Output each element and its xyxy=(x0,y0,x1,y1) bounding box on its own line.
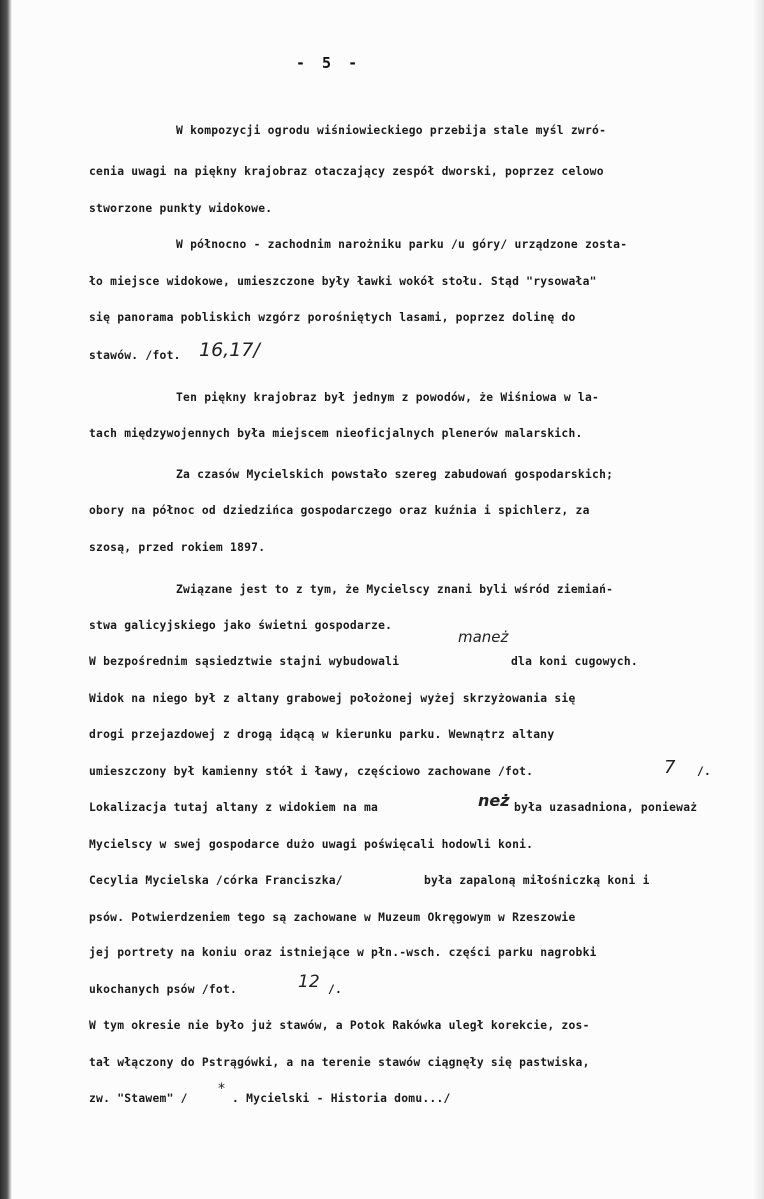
text-line: się panorama pobliskich wzgórz porośniętych lasami, poprzez dolinę do xyxy=(89,311,576,324)
text-line: jej portrety na koniu oraz istniejące w płn.-wsch. części parku nagrobki xyxy=(89,946,597,959)
text-line: drogi przejazdowej z drogą idącą w kierunku parku. Wewnątrz altany xyxy=(89,728,555,741)
text-line: była zapaloną miłośniczką koni i xyxy=(424,874,650,887)
handwritten-correction: neż xyxy=(478,791,510,810)
scan-right-edge xyxy=(752,0,764,1199)
text-line: tach międzywojennych była miejscem nieoficjalnych plenerów malarskich. xyxy=(89,427,583,440)
text-line: Ten piękny krajobraz był jednym z powodów, że Wiśniowa w la- xyxy=(176,391,600,404)
text-line: szosą, przed rokiem 1897. xyxy=(89,541,266,554)
text-line: obory na północ od dziedzińca gospodarczego oraz kuźnia i spichlerz, za xyxy=(89,504,590,517)
text-line: stworzone punkty widokowe. xyxy=(89,202,273,215)
text-line: W kompozycji ogrodu wiśniowieckiego przebija stale myśl zwró- xyxy=(176,124,607,137)
text-line: dla koni cugowych. xyxy=(511,655,638,668)
text-line: umieszczony był kamienny stół i ławy, częściowo zachowane /fot. xyxy=(89,765,534,778)
text-line: /. xyxy=(697,765,712,778)
text-line: stawów. /fot. xyxy=(89,349,181,362)
text-line: W północno - zachodnim narożniku parku /u góry/ urządzone zosta- xyxy=(176,238,628,251)
text-line: W tym okresie nie było już stawów, a Potok Rakówka uległ korekcie, zos- xyxy=(89,1019,590,1032)
text-line: ukochanych psów /fot. xyxy=(89,983,238,996)
text-line: psów. Potwierdzeniem tego są zachowane w Muzeum Okręgowym w Rzeszowie xyxy=(89,911,576,924)
text-line: Cecylia Mycielska /córka Franciszka/ xyxy=(89,874,343,887)
text-line: Za czasów Mycielskich powstało szereg zabudowań gospodarskich; xyxy=(176,468,614,481)
handwritten-photo-number: 12 xyxy=(298,972,320,992)
text-line: Związane jest to z tym, że Mycielscy znani byli wśród ziemiań- xyxy=(176,583,614,596)
handwritten-photo-number: 7 xyxy=(664,757,676,778)
text-line: cenia uwagi na piękny krajobraz otaczający zespół dworski, poprzez celowo xyxy=(89,165,604,178)
text-line: Widok na niego był z altany grabowej położonej wyżej skrzyżowania się xyxy=(89,692,576,705)
text-line: tał włączony do Pstrągówki, a na terenie stawów ciągnęły się pastwiska, xyxy=(89,1056,590,1069)
text-line: stwa galicyjskiego jako świetni gospodarze. xyxy=(89,619,393,632)
text-line: W bezpośrednim sąsiedztwie stajni wybudowali xyxy=(89,655,400,668)
handwritten-reference-mark: * xyxy=(218,1081,225,1097)
handwritten-photo-number: 16,17/ xyxy=(199,339,260,361)
text-line: zw. "Stawem" / xyxy=(89,1092,188,1105)
text-line: ło miejsce widokowe, umieszczone były ławki wokół stołu. Stąd "rysowała" xyxy=(89,275,597,288)
handwritten-insertion: maneż xyxy=(458,628,509,646)
text-line: była uzasadniona, ponieważ xyxy=(514,801,698,814)
text-line: Lokalizacja tutaj altany z widokiem na ma xyxy=(89,801,379,814)
text-line: /. xyxy=(328,983,343,996)
text-line: . Mycielski - Historia domu.../ xyxy=(232,1092,451,1105)
scan-left-edge xyxy=(0,0,12,1199)
page-number: - 5 - xyxy=(296,54,362,72)
text-line: Mycielscy w swej gospodarce dużo uwagi poświęcali hodowli koni. xyxy=(89,838,534,851)
